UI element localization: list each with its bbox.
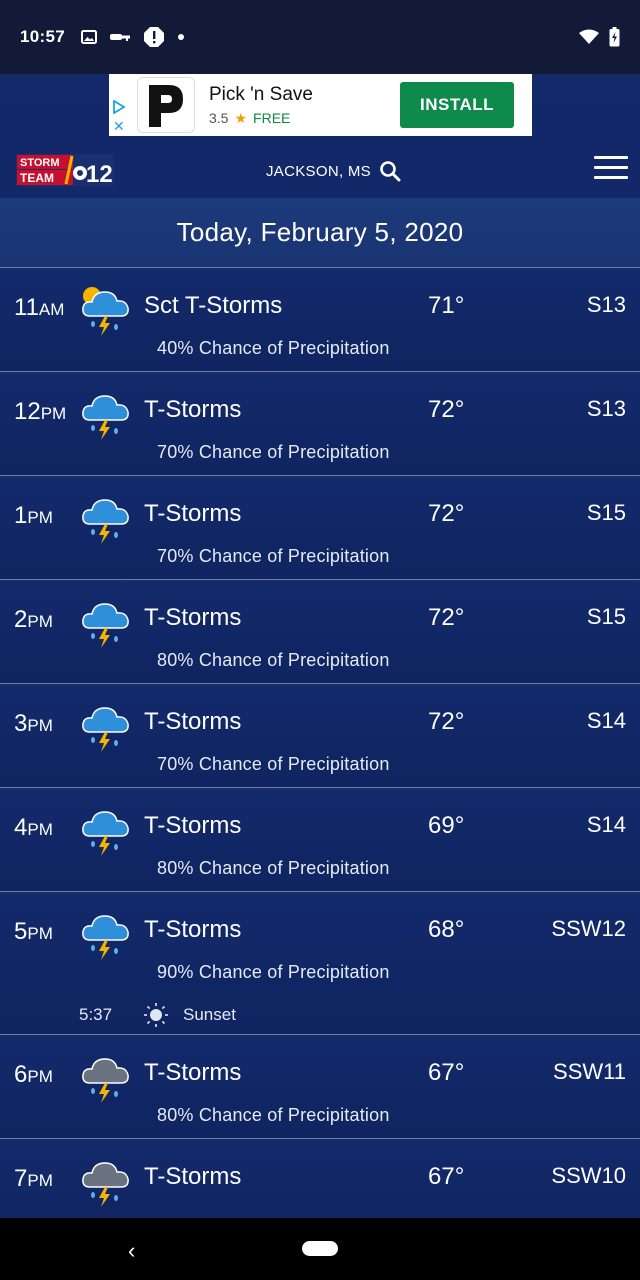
hour-label: 2PM: [14, 606, 53, 633]
precip-chance: 90% Chance of Precipitation: [157, 962, 390, 982]
night-tstorm-icon: [78, 1049, 134, 1105]
svg-text:12: 12: [86, 161, 113, 186]
hour-label: 1PM: [14, 502, 53, 529]
hour-label: 7PM: [14, 1165, 53, 1192]
hour-label: 12PM: [14, 398, 67, 425]
hamburger-menu-icon[interactable]: [594, 156, 628, 184]
svg-text:TEAM: TEAM: [20, 171, 54, 185]
condition-label: T-Storms: [144, 916, 242, 943]
dot-icon: [177, 33, 185, 41]
night-tstorm-icon: [78, 1153, 134, 1209]
hourly-row[interactable]: [0, 1035, 640, 1139]
wind-value: S14: [586, 812, 626, 837]
hour-label: 4PM: [14, 814, 53, 841]
sunset-info: [79, 1002, 236, 1028]
star-icon: ★: [234, 109, 248, 126]
tstorm-icon: [78, 802, 134, 858]
precip-chance: 80% Chance of Precipitation: [157, 1105, 390, 1125]
precip-chance: 40% Chance of Precipitation: [157, 338, 390, 358]
hour-label: 6PM: [14, 1061, 53, 1088]
temperature-value: 71°: [428, 292, 465, 319]
forecast-date: Today, February 5, 2020: [0, 198, 640, 268]
wind-value: S13: [586, 292, 626, 317]
tstorm-icon: [78, 386, 134, 442]
sunset-icon: [143, 1002, 169, 1028]
alert-icon: [143, 26, 165, 48]
condition-label: Sct T-Storms: [144, 292, 283, 319]
wifi-icon: [579, 29, 599, 45]
wind-value: S15: [586, 604, 626, 629]
condition-label: T-Storms: [144, 812, 242, 839]
hour-label: 5PM: [14, 918, 53, 945]
app-header: [0, 148, 640, 198]
temperature-value: 72°: [428, 604, 465, 631]
key-icon: [109, 32, 131, 42]
temperature-value: 68°: [428, 916, 465, 943]
ad-price: FREE: [253, 110, 291, 126]
battery-icon: [609, 27, 620, 47]
ad-install-button[interactable]: INSTALL: [400, 82, 514, 128]
ad-rating: 3.5: [209, 110, 229, 126]
tstorm-icon: [78, 698, 134, 754]
ad-app-logo[interactable]: [137, 77, 195, 133]
wind-value: SSW10: [551, 1163, 626, 1188]
precip-chance: 70% Chance of Precipitation: [157, 546, 390, 566]
tstorm-icon: [78, 906, 134, 962]
temperature-value: 67°: [428, 1163, 465, 1190]
storm-team-12-logo[interactable]: [16, 154, 114, 186]
partly-cloudy-tstorm-icon: [78, 282, 134, 338]
hourly-row[interactable]: [0, 580, 640, 684]
wind-value: S15: [586, 500, 626, 525]
adchoices-icon[interactable]: [112, 100, 126, 114]
temperature-value: 72°: [428, 396, 465, 423]
status-bar: [0, 0, 640, 74]
wind-value: SSW11: [553, 1059, 626, 1084]
weather-app: [0, 74, 640, 1218]
wind-value: S13: [586, 396, 626, 421]
search-icon[interactable]: [379, 160, 401, 182]
hourly-row[interactable]: [0, 268, 640, 372]
home-pill[interactable]: [302, 1241, 338, 1256]
hourly-row[interactable]: [0, 476, 640, 580]
precip-chance: 70% Chance of Precipitation: [157, 754, 390, 774]
hourly-row[interactable]: [0, 1139, 640, 1218]
precip-chance: 80% Chance of Precipitation: [157, 650, 390, 670]
sunset-time: 5:37: [79, 1005, 113, 1024]
tstorm-icon: [78, 594, 134, 650]
hour-label: 3PM: [14, 710, 53, 737]
ad-title[interactable]: Pick 'n Save: [209, 83, 313, 105]
tstorm-icon: [78, 490, 134, 546]
temperature-value: 72°: [428, 708, 465, 735]
hourly-forecast-list[interactable]: [0, 268, 640, 1218]
sunset-label: Sunset: [183, 1005, 236, 1024]
hour-label: 11AM: [14, 294, 65, 321]
location-label: JACKSON, MS: [266, 162, 371, 180]
location-selector[interactable]: [266, 160, 401, 182]
precip-chance: 70% Chance of Precipitation: [157, 442, 390, 462]
back-icon[interactable]: ‹: [128, 1238, 136, 1263]
condition-label: T-Storms: [144, 708, 242, 735]
ad-banner[interactable]: [109, 74, 532, 136]
condition-label: T-Storms: [144, 1163, 242, 1190]
system-nav-bar: [0, 1218, 640, 1280]
hourly-row[interactable]: [0, 372, 640, 476]
precip-chance: 80% Chance of Precipitation: [157, 858, 390, 878]
temperature-value: 69°: [428, 812, 465, 839]
svg-text:STORM: STORM: [20, 157, 60, 169]
condition-label: T-Storms: [144, 604, 242, 631]
wind-value: SSW12: [551, 916, 626, 941]
temperature-value: 67°: [428, 1059, 465, 1086]
condition-label: T-Storms: [144, 1059, 242, 1086]
hourly-row[interactable]: [0, 892, 640, 1035]
hourly-row[interactable]: [0, 788, 640, 892]
hourly-row[interactable]: [0, 684, 640, 788]
wind-value: S14: [586, 708, 626, 733]
temperature-value: 72°: [428, 500, 465, 527]
condition-label: T-Storms: [144, 396, 242, 423]
ad-meta: [209, 110, 313, 127]
image-icon: [81, 30, 97, 44]
ad-close-icon[interactable]: ✕: [113, 118, 125, 134]
status-time: 10:57: [20, 27, 65, 46]
condition-label: T-Storms: [144, 500, 242, 527]
